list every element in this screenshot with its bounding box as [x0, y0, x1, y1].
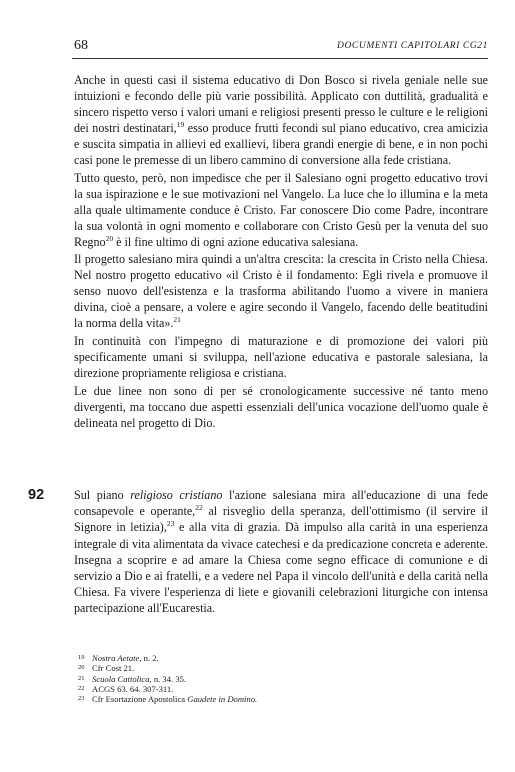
body-text — [74, 73, 488, 434]
running-head: DOCUMENTI CAPITOLARI CG21 — [337, 41, 488, 51]
footnote-ref-22[interactable]: 22 — [195, 503, 203, 513]
footnote-22: 22 ACGS 63. 64. 307-311. — [78, 683, 174, 694]
footnote-21: 21 Scuola Cattolica, n. 34. 35. — [78, 673, 187, 684]
paragraph-4: In continuità con l'impegno di maturazione e di promozione dei valori più specificamente umani si sviluppa, nell'azione educativa e pastorale salesiana, la direzione propriamente religiosa e cristiana. — [74, 334, 488, 381]
footnote-ref-23[interactable]: 23 — [166, 519, 175, 529]
paragraph-1: Anche in questi casi il sistema educativo di Don Bosco si rivela geniale nelle sue intuizioni e fecondo delle più varie possibilità. Applicato con duttilità, gradualità e sincero rispetto verso i valori umani e religiosi presenti presso le culture e le religioni dei nostri destinatari,$^{19}$ esso produce frutti fecondi sul piano educativo, crea amicizia e suscita simpatia in allievi ed exallievi, libera grandi energie di bene, e in non pochi casi pone le premesse di un libero cammino di conversione alla fede cristiana. — [74, 73, 489, 167]
header-rule — [72, 58, 488, 59]
paragraph-2: Tutto questo, però, non impedisce che per il Salesiano ogni progetto educativo trovi la sua ispirazione e le sue motivazioni nel Vangelo. La luce che lo illumina e la meta alla quale ultimamente conduce è Cristo. Far conoscere Dio come Padre, incontrare la sua volontà in ogni momento e collaborare con Cristo Gesù per la venuta del suo Regno$^{20}$ è il fine ultimo di ogni azione educativa salesiana. — [74, 170, 488, 249]
footnote-23: 23 Cfr Esortazione Apostolica Gaudete in Domino. — [78, 694, 258, 705]
paragraph-3: Il progetto salesiano mira quindi a un'altra crescita: la crescita in Cristo nella Chiesa. Nel nostro progetto educativo «il Cristo è il fondamento: Egli rivela e promuove il senso nuovo dell'esistenza e la trasforma abilitando l'uomo a vivere in maniera divina, cioè a pensare, a volere e agire secondo il Vangelo, facendo delle beatitudini la norma della vita».$^{21}$ — [74, 252, 488, 331]
footnote-ref-19[interactable]: 19 — [176, 119, 185, 129]
footnote-ref-21[interactable]: 21 — [173, 315, 181, 325]
footnote-ref-20[interactable]: 20 — [105, 233, 114, 243]
section-number: 92 — [28, 487, 45, 503]
footnote-19: 19 Nostra Aetate, n. 2. — [78, 653, 159, 663]
section-92-text: Sul piano religioso cristiano l'azione salesiana mira all'educazione di una fede consapevole e operante,$^{22}$ al risveglio della speranza, dell'ottimismo (il servire il Signore in letizia),$^{23}$ e alla vita di grazia. Dà impulso alla carità in una esperienza integrale di vita alimentata da vivace catechesi e da predicazione concreta e aderente. Insegna a scoprire e ad amare la Chiesa come segno efficace di comunione e di servizio a Dio e ai fratelli, e a vedere nel Papa il vincolo dell'unità e della carità nella Chiesa. Fa vivere l'esperienza di liete e giovanili celebrazioni liturgiche con intensa partecipazione all'Eucarestia. — [74, 488, 489, 616]
paragraph-5: Le due linee non sono di per sé cronologicamente successive né tanto meno divergenti, ma toccano due aspetti essenziali dell'unica vocazione dell'uomo quale è delineata nel progetto di Dio. — [74, 384, 488, 431]
footnote-20: 20 Cfr Cost 21. — [78, 663, 135, 674]
page-number: 68 — [74, 38, 88, 53]
footnotes — [78, 653, 488, 704]
